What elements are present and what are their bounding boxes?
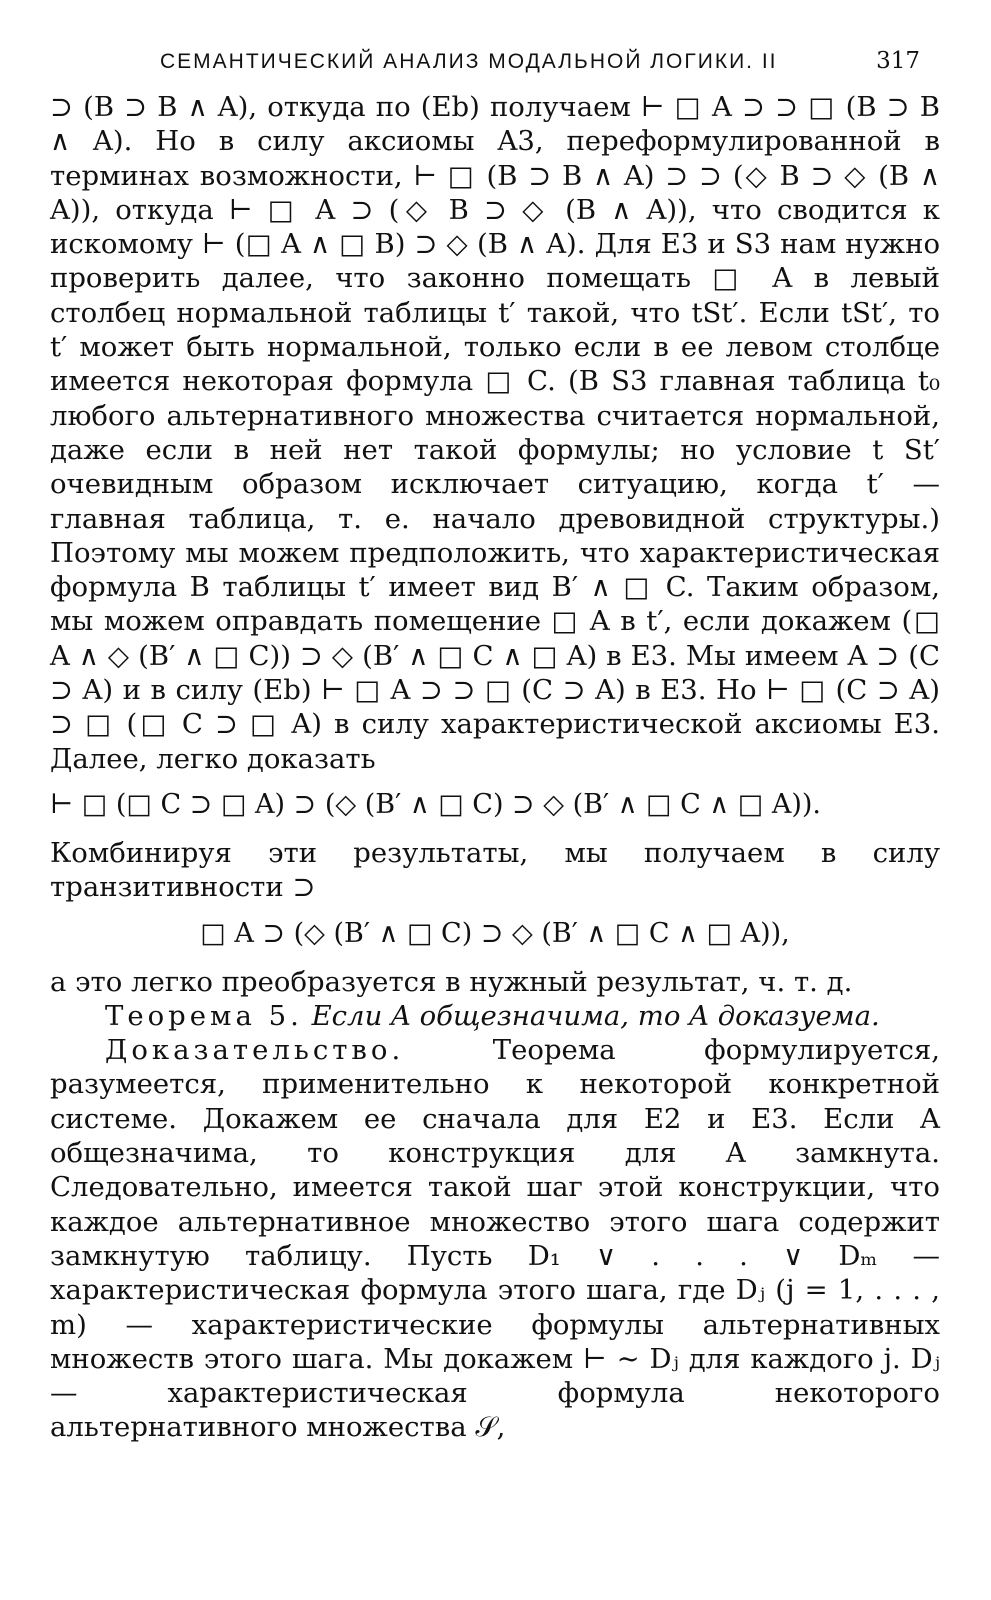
theorem-label: Теорема 5.	[105, 999, 303, 1032]
proof-paragraph	[50, 1033, 940, 1445]
theorem-5	[50, 999, 940, 1033]
displayed-formula-1: ⊢ □ (□ C ⊃ □ A) ⊃ (◇ (B′ ∧ □ C) ⊃ ◇ (B′ ∧ □ C ∧ □ A)).	[50, 788, 821, 820]
proof-text: Теорема формулируется, разумеется, применительно к некоторой конкретной системе. Докажем ее сначала для E2 и E3. Если A общезначима, то конструкция для A замкнута. Следовательно, имеется такой шаг этой конструкции, что каждое альтернативное множество этого шага содержит замкнутую таблицу. Пусть D₁ ∨ . . . ∨ Dₘ — характеристическая формула этого шага, где Dⱼ (j = 1, . . . , m) — характеристические формулы альтернативных множеств этого шага. Мы докажем ⊢ ∼ Dⱼ для каждого j. Dⱼ — характеристическая формула некоторого альтернативного множества 𝒮,	[50, 1034, 940, 1444]
paragraph-proof-continuation: ⊃ (B ⊃ B ∧ A), откуда по (Eb) получаем ⊢ □ A ⊃ ⊃ □ (B ⊃ B ∧ A). Но в силу аксиомы A3, переформулированной в терминах возможности, ⊢ □ (B ⊃ B ∧ A) ⊃ ⊃ (◇ B ⊃ ◇ (B ∧ A)), откуда ⊢ □ A ⊃ (◇ B ⊃ ◇ (B ∧ A)), что сводится к искомому ⊢ (□ A ∧ □ B) ⊃ ◇ (B ∧ A). Для E3 и S3 нам нужно проверить далее, что законно помещать □ A в левый столбец нормальной таблицы t′ такой, что tSt′. Если tSt′, то t′ может быть нормальной, только если в ее левом столбце имеется некоторая формула □ C. (В S3 главная таблица t₀ любого альтернативного множества считается нормальной, даже если в ней нет такой формулы; но условие t St′ очевидным образом исключает ситуацию, когда t′ — главная таблица, т. е. начало древовидной структуры.) Поэтому мы можем предположить, что характеристическая формула B таблицы t′ имеет вид B′ ∧ □ C. Таким образом, мы можем оправдать помещение □ A в t′, если докажем (□ A ∧ ◇ (B′ ∧ □ C)) ⊃ ◇ (B′ ∧ □ C ∧ □ A) в E3. Мы имеем A ⊃ (C ⊃ A) и в силу (Eb) ⊢ □ A ⊃ ⊃ □ (C ⊃ A) в E3. Но ⊢ □ (C ⊃ A) ⊃ □ (□ C ⊃ □ A) в силу характеристической аксиомы E3. Далее, легко доказать	[50, 91, 940, 775]
proof-label: Доказательство.	[105, 1034, 405, 1067]
theorem-statement: Если A общезначима, то A доказуема.	[311, 999, 880, 1032]
displayed-formula-2: □ A ⊃ (◇ (B′ ∧ □ C) ⊃ ◇ (B′ ∧ □ C ∧ □ A)),	[200, 917, 790, 949]
page-number: 317	[876, 48, 920, 74]
paragraph-combining: Комбинируя эти результаты, мы получаем в силу транзитивности ⊃	[50, 836, 940, 904]
running-head: СЕМАНТИЧЕСКИЙ АНАЛИЗ МОДАЛЬНОЙ ЛОГИКИ. II	[160, 50, 778, 73]
page-header	[50, 40, 940, 90]
paragraph-conclusion: а это легко преобразуется в нужный результат, ч. т. д.	[50, 965, 853, 998]
book-page	[50, 40, 940, 1445]
